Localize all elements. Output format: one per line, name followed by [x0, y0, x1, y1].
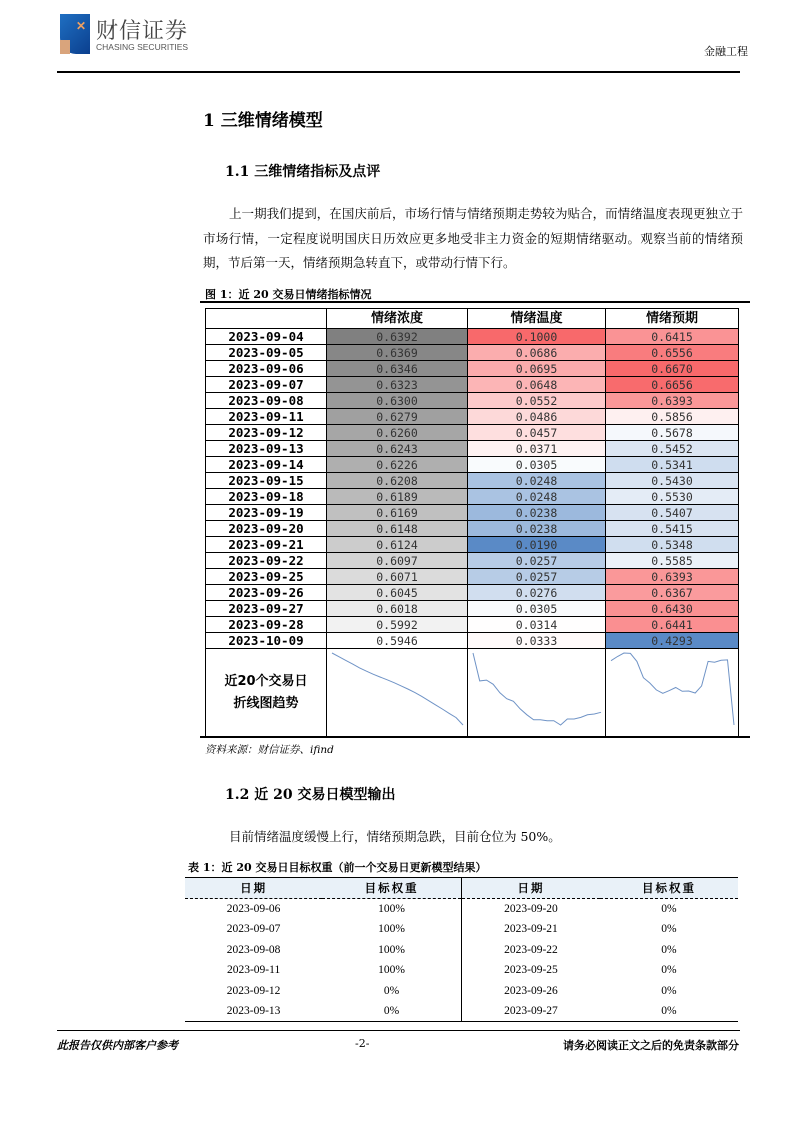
- temperature-cell: 0.0695: [468, 361, 606, 377]
- date-cell: 2023-09-27: [504, 1005, 558, 1017]
- temperature-cell: 0.0238: [468, 505, 606, 521]
- concentration-cell: 0.6260: [327, 425, 468, 441]
- footer-disclaimer-right: 请务必阅读正文之后的免责条款部分: [563, 1039, 739, 1052]
- temperature-cell: 0.0257: [468, 569, 606, 585]
- date-cell: 2023-09-20: [504, 903, 558, 915]
- date-cell: 2023-09-07: [206, 377, 327, 393]
- figure-top-rule: [200, 301, 750, 303]
- col-header-date: 日期: [185, 878, 322, 899]
- temperature-cell: 0.0457: [468, 425, 606, 441]
- date-cell: 2023-09-27: [206, 601, 327, 617]
- temperature-cell: 0.0371: [468, 441, 606, 457]
- table-caption: 表 1：近 20 交易日目标权重（前一个交易日更新模型结果）: [188, 861, 487, 874]
- expectation-cell: 0.5430: [606, 473, 739, 489]
- col-header-weight: 目标权重: [322, 878, 461, 899]
- target-weight-table: [185, 877, 738, 1022]
- figure-bottom-rule: [200, 736, 750, 738]
- expectation-cell: 0.5341: [606, 457, 739, 473]
- sparkline-series: [332, 653, 463, 725]
- table-row: [206, 521, 739, 537]
- table-row: [206, 601, 739, 617]
- expectation-cell: 0.6415: [606, 329, 739, 345]
- expectation-cell: 0.6393: [606, 569, 739, 585]
- concentration-cell: 0.6279: [327, 409, 468, 425]
- weight-cell: 0%: [661, 943, 677, 956]
- concentration-cell: 0.6189: [327, 489, 468, 505]
- table-row: [206, 377, 739, 393]
- date-cell: 2023-09-20: [206, 521, 327, 537]
- table-row: [206, 457, 739, 473]
- paragraph: 上一期我们提到，在国庆前后，市场行情与情绪预期走势较为贴合，而情绪温度表现更独立于市场行情，一定程度说明国庆日历效应更多地受非主力资金的短期情绪驱动。观察当前的情绪预期，节后第一天，情绪预期急转直下，或带动行情下行。: [203, 206, 743, 270]
- col-header-weight: 目标权重: [600, 878, 738, 899]
- temperature-cell: 0.0552: [468, 393, 606, 409]
- section-title: 1 三维情绪模型: [203, 111, 323, 131]
- expectation-cell: 0.6441: [606, 617, 739, 633]
- temperature-cell: 0.0238: [468, 521, 606, 537]
- expectation-cell: 0.5530: [606, 489, 739, 505]
- weight-cell: 0%: [661, 923, 677, 936]
- source-note: 资料来源：财信证券、ifind: [205, 744, 334, 756]
- table-row: [206, 617, 739, 633]
- date-cell: 2023-09-13: [226, 1005, 281, 1017]
- date-cell: 2023-09-18: [206, 489, 327, 505]
- date-cell: 2023-09-04: [206, 329, 327, 345]
- date-cell: 2023-09-25: [504, 964, 558, 977]
- concentration-cell: 0.6097: [327, 553, 468, 569]
- temperature-cell: 0.0314: [468, 617, 606, 633]
- weight-cell: 0%: [661, 903, 677, 915]
- table-row: [206, 553, 739, 569]
- date-cell: 2023-09-22: [504, 943, 558, 956]
- weight-cell: 0%: [661, 1005, 677, 1017]
- concentration-cell: 0.6071: [327, 569, 468, 585]
- weight-cell: 0%: [661, 964, 677, 977]
- table-row: [185, 940, 738, 961]
- concentration-cell: 0.6208: [327, 473, 468, 489]
- concentration-cell: 0.6148: [327, 521, 468, 537]
- date-cell: 2023-09-12: [206, 425, 327, 441]
- concentration-cell: 0.6323: [327, 377, 468, 393]
- temperature-cell: 0.0648: [468, 377, 606, 393]
- concentration-cell: 0.6226: [327, 457, 468, 473]
- paragraph: 目前情绪温度缓慢上行，情绪预期急跌，目前仓位为 50%。: [229, 829, 561, 844]
- expectation-cell: 0.6367: [606, 585, 739, 601]
- concentration-cell: 0.5946: [327, 633, 468, 649]
- table-row: [206, 505, 739, 521]
- expectation-cell: 0.5348: [606, 537, 739, 553]
- concentration-cell: 0.6392: [327, 329, 468, 345]
- trend-label: [206, 649, 327, 738]
- page-number: -2-: [355, 1037, 370, 1050]
- temperature-cell: 0.0686: [468, 345, 606, 361]
- subsection-title: 1.1 三维情绪指标及点评: [225, 164, 381, 180]
- date-cell: 2023-09-25: [206, 569, 327, 585]
- weight-cell: 100%: [322, 899, 461, 920]
- expectation-cell: 0.4293: [606, 633, 739, 649]
- expectation-cell: 0.5452: [606, 441, 739, 457]
- expectation-cell: 0.6556: [606, 345, 739, 361]
- table-row: [206, 473, 739, 489]
- date-cell: 2023-09-21: [206, 537, 327, 553]
- weight-cell: 0%: [661, 984, 677, 997]
- sparkline-expectation: [606, 649, 739, 738]
- table-row: [206, 585, 739, 601]
- temperature-cell: 0.0305: [468, 457, 606, 473]
- sparkline-series: [611, 653, 734, 725]
- date-cell: 2023-09-26: [504, 984, 558, 997]
- date-cell: 2023-09-26: [206, 585, 327, 601]
- logo-text-en: CHASING SECURITIES: [96, 42, 189, 52]
- col-header-expectation: 情绪预期: [606, 309, 739, 329]
- expectation-cell: 0.5678: [606, 425, 739, 441]
- table-row: [206, 329, 739, 345]
- figure-caption: 图 1：近 20 交易日情绪指标情况: [205, 288, 372, 301]
- table-row: [185, 1001, 738, 1022]
- concentration-cell: 0.5992: [327, 617, 468, 633]
- temperature-cell: 0.0333: [468, 633, 606, 649]
- concentration-cell: 0.6346: [327, 361, 468, 377]
- table-row: [206, 361, 739, 377]
- table-row: [185, 899, 738, 920]
- col-header-temperature: 情绪温度: [468, 309, 606, 329]
- concentration-cell: 0.6169: [327, 505, 468, 521]
- table-row: [206, 409, 739, 425]
- logo-x-icon: ✕: [76, 19, 87, 33]
- sentiment-table: [205, 308, 739, 738]
- table-row: [206, 393, 739, 409]
- sparkline-temperature: [468, 649, 606, 738]
- weight-cell: 0%: [322, 1001, 461, 1022]
- table-row: [185, 960, 738, 981]
- expectation-cell: 0.6656: [606, 377, 739, 393]
- weight-cell: 0%: [322, 981, 461, 1002]
- sparkline-series: [473, 653, 601, 725]
- expectation-cell: 0.6430: [606, 601, 739, 617]
- weight-cell: 100%: [322, 940, 461, 961]
- date-cell: 2023-09-22: [206, 553, 327, 569]
- concentration-cell: 0.6300: [327, 393, 468, 409]
- date-cell: 2023-09-15: [206, 473, 327, 489]
- concentration-cell: 0.6045: [327, 585, 468, 601]
- temperature-cell: 0.0248: [468, 473, 606, 489]
- company-logo: [60, 14, 200, 56]
- date-cell: 2023-09-13: [206, 441, 327, 457]
- expectation-cell: 0.6393: [606, 393, 739, 409]
- footer-disclaimer-left: 此报告仅供内部客户参考: [57, 1039, 178, 1052]
- sparkline-concentration: [327, 649, 468, 738]
- table-row: [206, 345, 739, 361]
- table-row: [185, 919, 738, 940]
- temperature-cell: 0.0276: [468, 585, 606, 601]
- expectation-cell: 0.6670: [606, 361, 739, 377]
- concentration-cell: 0.6369: [327, 345, 468, 361]
- col-header-date: 日期: [461, 878, 599, 899]
- expectation-cell: 0.5415: [606, 521, 739, 537]
- temperature-cell: 0.0486: [468, 409, 606, 425]
- date-cell: 2023-09-19: [206, 505, 327, 521]
- date-cell: 2023-09-05: [206, 345, 327, 361]
- weight-cell: 100%: [322, 919, 461, 940]
- date-cell: 2023-09-06: [226, 903, 281, 915]
- weight-cell: 100%: [322, 960, 461, 981]
- date-cell: 2023-10-09: [206, 633, 327, 649]
- table-row: [206, 633, 739, 649]
- expectation-cell: 0.5407: [606, 505, 739, 521]
- concentration-cell: 0.6124: [327, 537, 468, 553]
- col-header-concentration: 情绪浓度: [327, 309, 468, 329]
- temperature-cell: 0.0248: [468, 489, 606, 505]
- table-row: [206, 537, 739, 553]
- temperature-cell: 0.0257: [468, 553, 606, 569]
- department-label: 金融工程: [704, 45, 748, 58]
- header-divider: [57, 71, 740, 73]
- concentration-cell: 0.6243: [327, 441, 468, 457]
- trend-label-line2: 折线图趋势: [233, 696, 299, 711]
- subsection-title: 1.2 近 20 交易日模型输出: [225, 787, 396, 803]
- date-cell: 2023-09-11: [206, 409, 327, 425]
- date-cell: 2023-09-14: [206, 457, 327, 473]
- table-row: [206, 425, 739, 441]
- expectation-cell: 0.5856: [606, 409, 739, 425]
- temperature-cell: 0.1000: [468, 329, 606, 345]
- table-row: [185, 981, 738, 1002]
- trend-label-line1: 近20个交易日: [224, 674, 308, 689]
- date-cell: 2023-09-07: [226, 923, 281, 936]
- temperature-cell: 0.0305: [468, 601, 606, 617]
- table-row: [206, 441, 739, 457]
- date-cell: 2023-09-21: [504, 923, 558, 936]
- footer-divider: [57, 1030, 740, 1031]
- date-cell: 2023-09-08: [206, 393, 327, 409]
- expectation-cell: 0.5585: [606, 553, 739, 569]
- date-cell: 2023-09-11: [226, 964, 281, 977]
- col-header-blank: [206, 309, 327, 329]
- date-cell: 2023-09-12: [226, 984, 281, 997]
- date-cell: 2023-09-28: [206, 617, 327, 633]
- logo-text-cn: 财信证券: [96, 19, 189, 44]
- date-cell: 2023-09-08: [226, 943, 281, 956]
- date-cell: 2023-09-06: [206, 361, 327, 377]
- table-row: [206, 569, 739, 585]
- table-row: [206, 489, 739, 505]
- temperature-cell: 0.0190: [468, 537, 606, 553]
- concentration-cell: 0.6018: [327, 601, 468, 617]
